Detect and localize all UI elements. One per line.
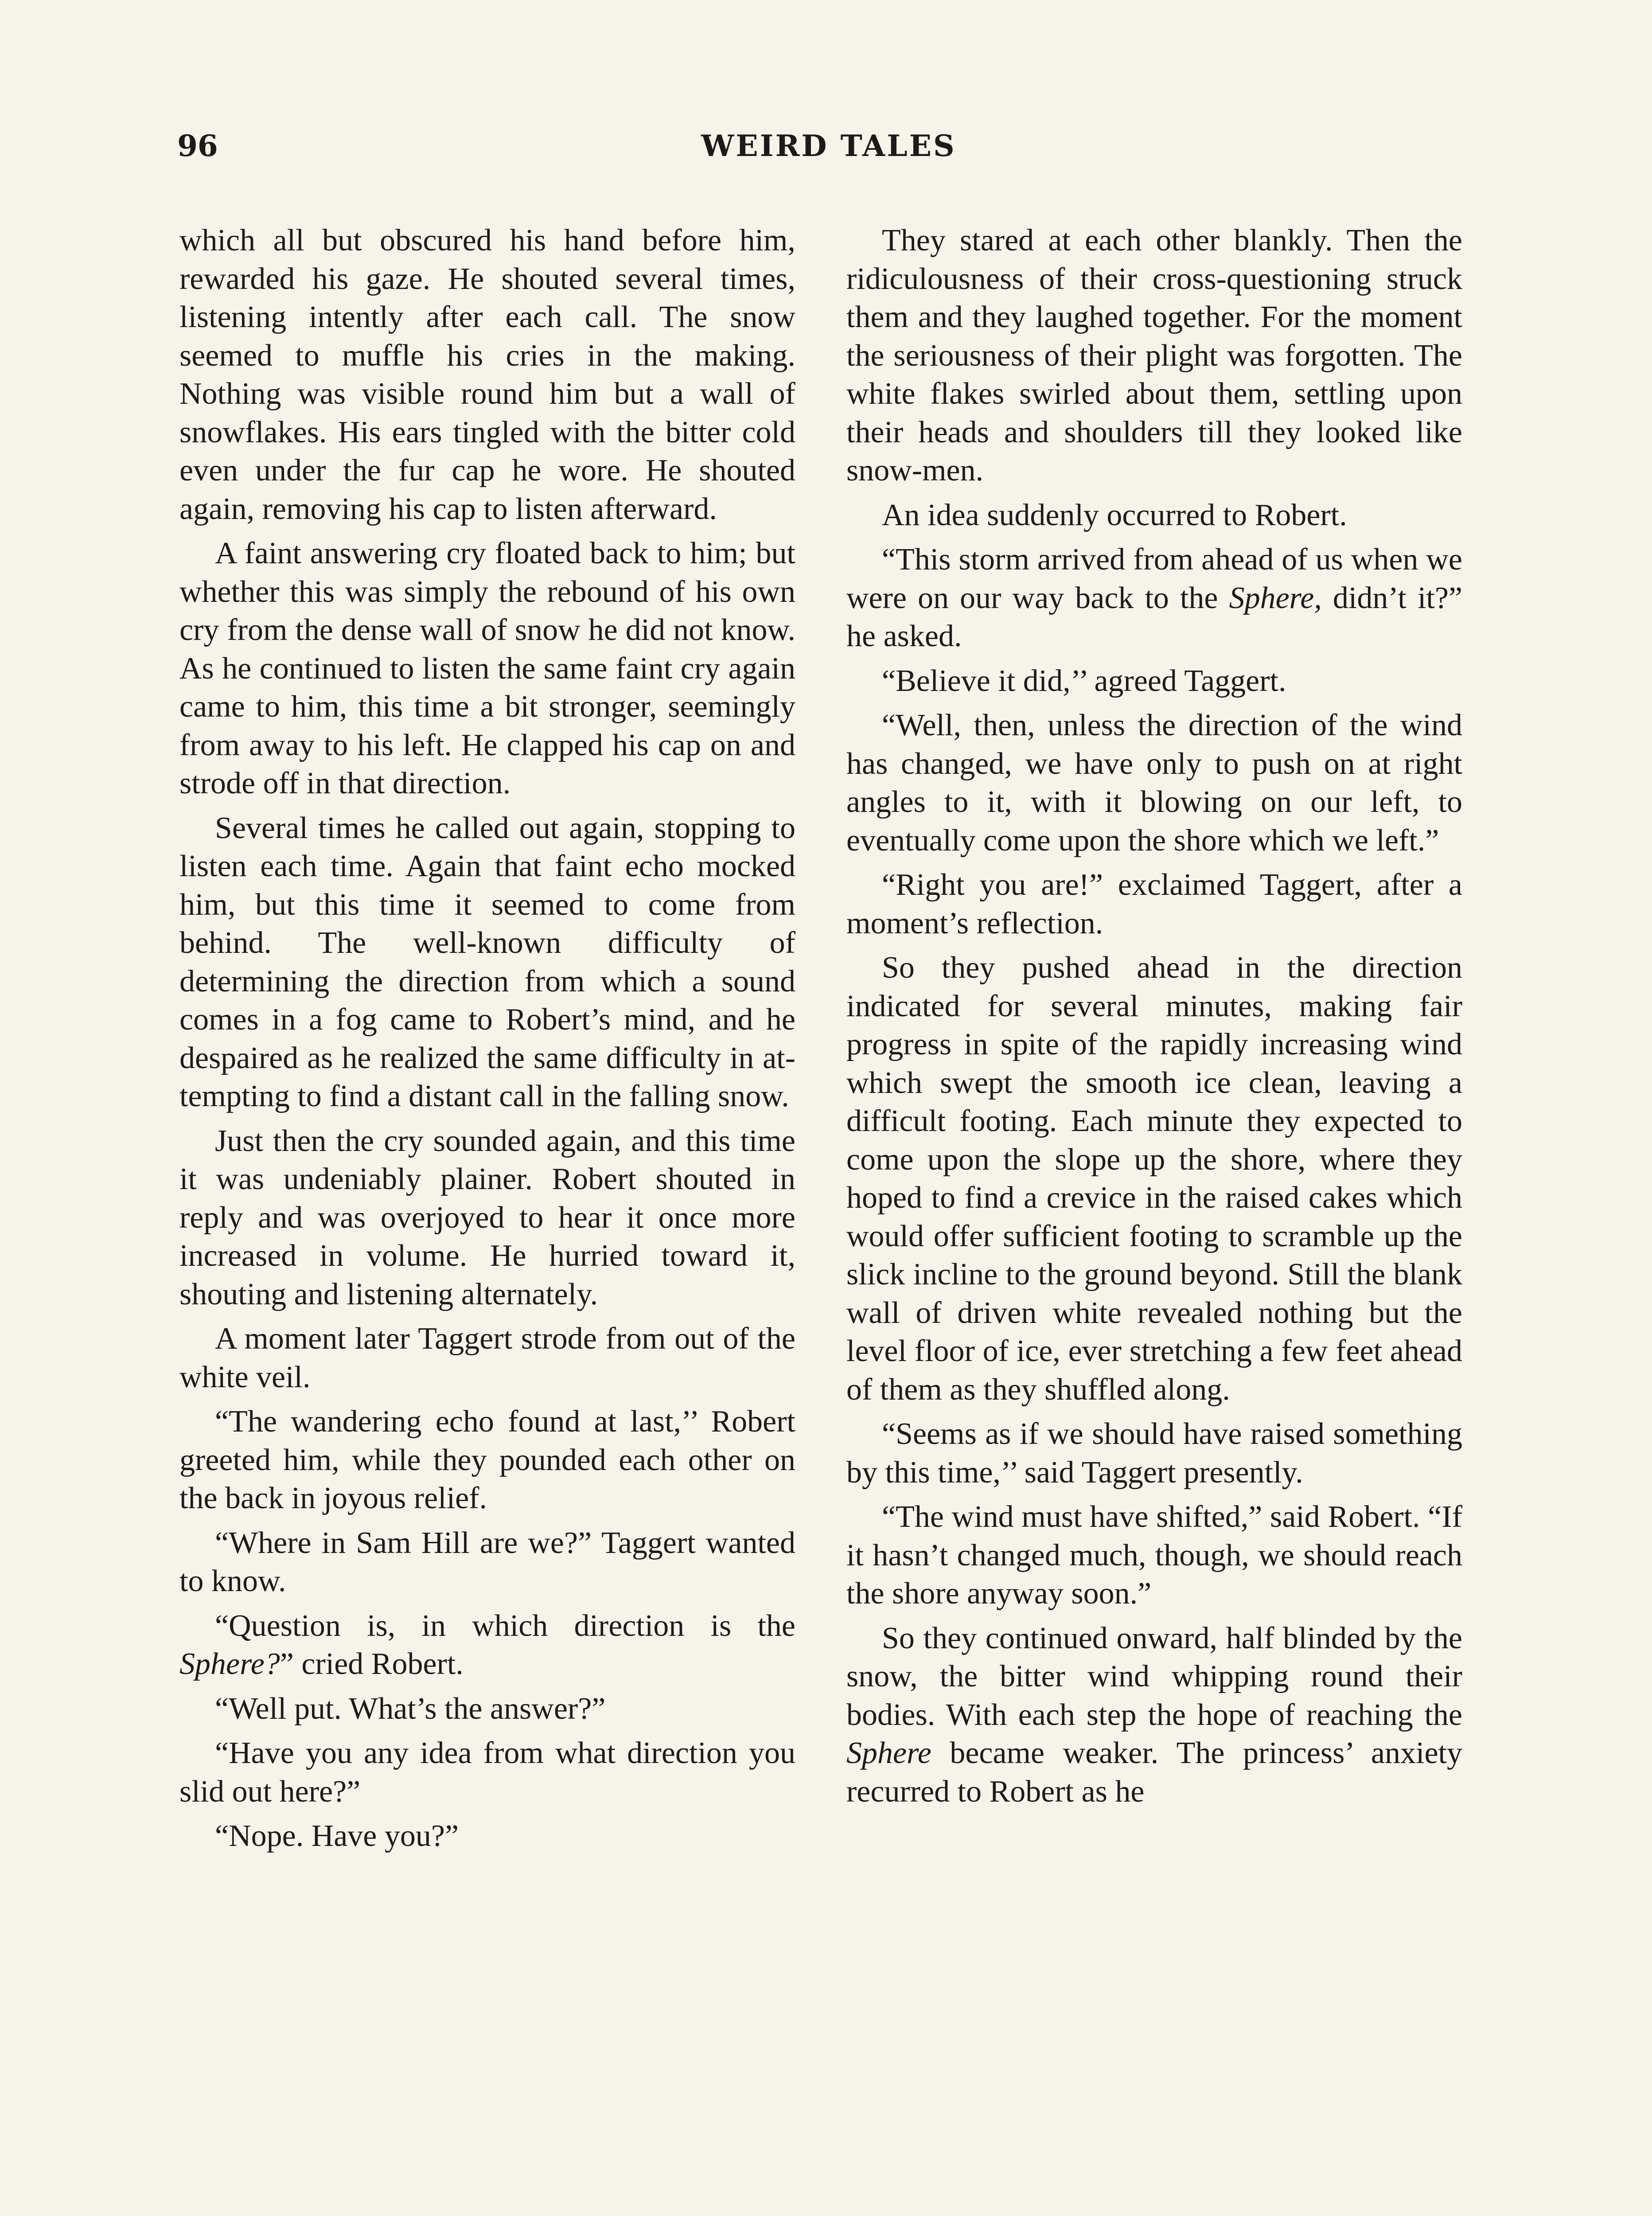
page-number: 96 [177, 129, 218, 163]
paragraph: “Believe it did,’’ agreed Taggert. [882, 663, 1286, 698]
running-head: WEIRD TALES [701, 129, 956, 163]
text-run: “Question is, in which direction is the [215, 1608, 795, 1643]
paragraph [846, 541, 1462, 656]
paragraph: “Have you any idea from what direction you slid out here?” [179, 1736, 795, 1809]
paragraph: “The wandering echo found at last,’’ Robert greeted him, while they pounded each other on the back in joyous relief. [179, 1405, 795, 1515]
paragraph: An idea suddenly occurred to Robert. [882, 498, 1347, 532]
paragraph: which all but obscured his hand before him, rewarded his gaze. He shouted several times, listening intently after each call. The snow seemed to muffle his cries in the making. Nothing was visible round him but a wall of snowflakes. His ears tingled with the bitter cold even under the fur cap he wore. He shouted again, removing his cap to listen afterward. [179, 223, 795, 526]
italic-title: Sphere? [179, 1647, 280, 1681]
paragraph: Several times he called out again, stopping to listen each time. Again that faint echo mocked him, but this time it seemed to come from behind. The well-known difficulty of determining the direction from which a sound comes in a fog came to Robert’s mind, and he despaired as he realized the same difficulty in attempting to find a distant call in the falling snow. [179, 811, 795, 1113]
paragraph: “Right you are!” exclaimed Taggert, after a moment’s reflection. [846, 868, 1462, 940]
page-header [177, 129, 1480, 168]
paragraph [179, 1607, 795, 1684]
paragraph: A moment later Taggert strode from out of the white veil. [179, 1322, 795, 1394]
text-run: didn’t it?” he asked. [846, 581, 1462, 653]
italic-title: Sphere [846, 1736, 931, 1770]
paragraph: “Seems as if we should have raised something by this time,’’ said Taggert presently. [846, 1417, 1462, 1490]
paragraph: So they pushed ahead in the direction indicated for several minutes, making fair progress in spite of the rapidly increasing wind which swept the smooth ice clean, leaving a difficult footing. Each minute they expected to come upon the slope up the shore, where they hoped to find a crevice in the raised cakes which would offer sufficient footing to scramble up the slick incline to the ground beyond. Still the blank wall of driven white revealed nothing but the level floor of ice, ever stretching a few feet ahead of them as they shuffled along. [846, 951, 1462, 1407]
text-run: So they continued onward, half blinded by the snow, the bitter wind whipping round their bodies. With each step the hope of reaching the [846, 1621, 1462, 1732]
text-run: became weaker. The princess’ anxiety recurred to Robert as he [846, 1736, 1462, 1809]
right-column [846, 222, 1462, 1817]
italic-title: Sphere, [1229, 581, 1322, 615]
paragraph: They stared at each other blankly. Then the ridiculousness of their cross-questioning struck them and they laughed together. For the moment the seriousness of their plight was forgotten. The white flakes swirled about them, settling upon their heads and shoulders till they looked like snow-men. [846, 223, 1462, 488]
text-run: ” cried Robert. [280, 1647, 464, 1681]
paragraph: “Where in Sam Hill are we?” Taggert wanted to know. [179, 1525, 795, 1598]
text-run: “This storm arrived from ahead of us when we were on our way back to the [846, 542, 1462, 615]
paragraph: “Nope. Have you?” [215, 1819, 459, 1853]
paragraph: “Well, then, unless the direction of the wind has changed, we have only to push on at right angles to it, with it blowing on our left, to eventually come upon the shore which we left.” [846, 708, 1462, 858]
paragraph: A faint answering cry floated back to him; but whether this was simply the rebound of his own cry from the dense wall of snow he did not know. As he continued to listen the same faint cry again came to him, this time a bit stronger, seemingly from away to his left. He clapped his cap on and strode off in that direction. [179, 536, 795, 800]
paragraph: “Well put. What’s the answer?” [215, 1691, 606, 1726]
paragraph: “The wind must have shifted,” said Robert. “If it hasn’t changed much, though, we should reach the shore anyway soon.” [846, 1500, 1462, 1611]
paragraph [846, 1619, 1462, 1811]
left-column [179, 222, 795, 1862]
paragraph: Just then the cry sounded again, and this time it was undeniably plainer. Robert shouted in reply and was overjoyed to hear it once more increased in volume. He hurried toward it, shouting and listening alternately. [179, 1124, 795, 1311]
